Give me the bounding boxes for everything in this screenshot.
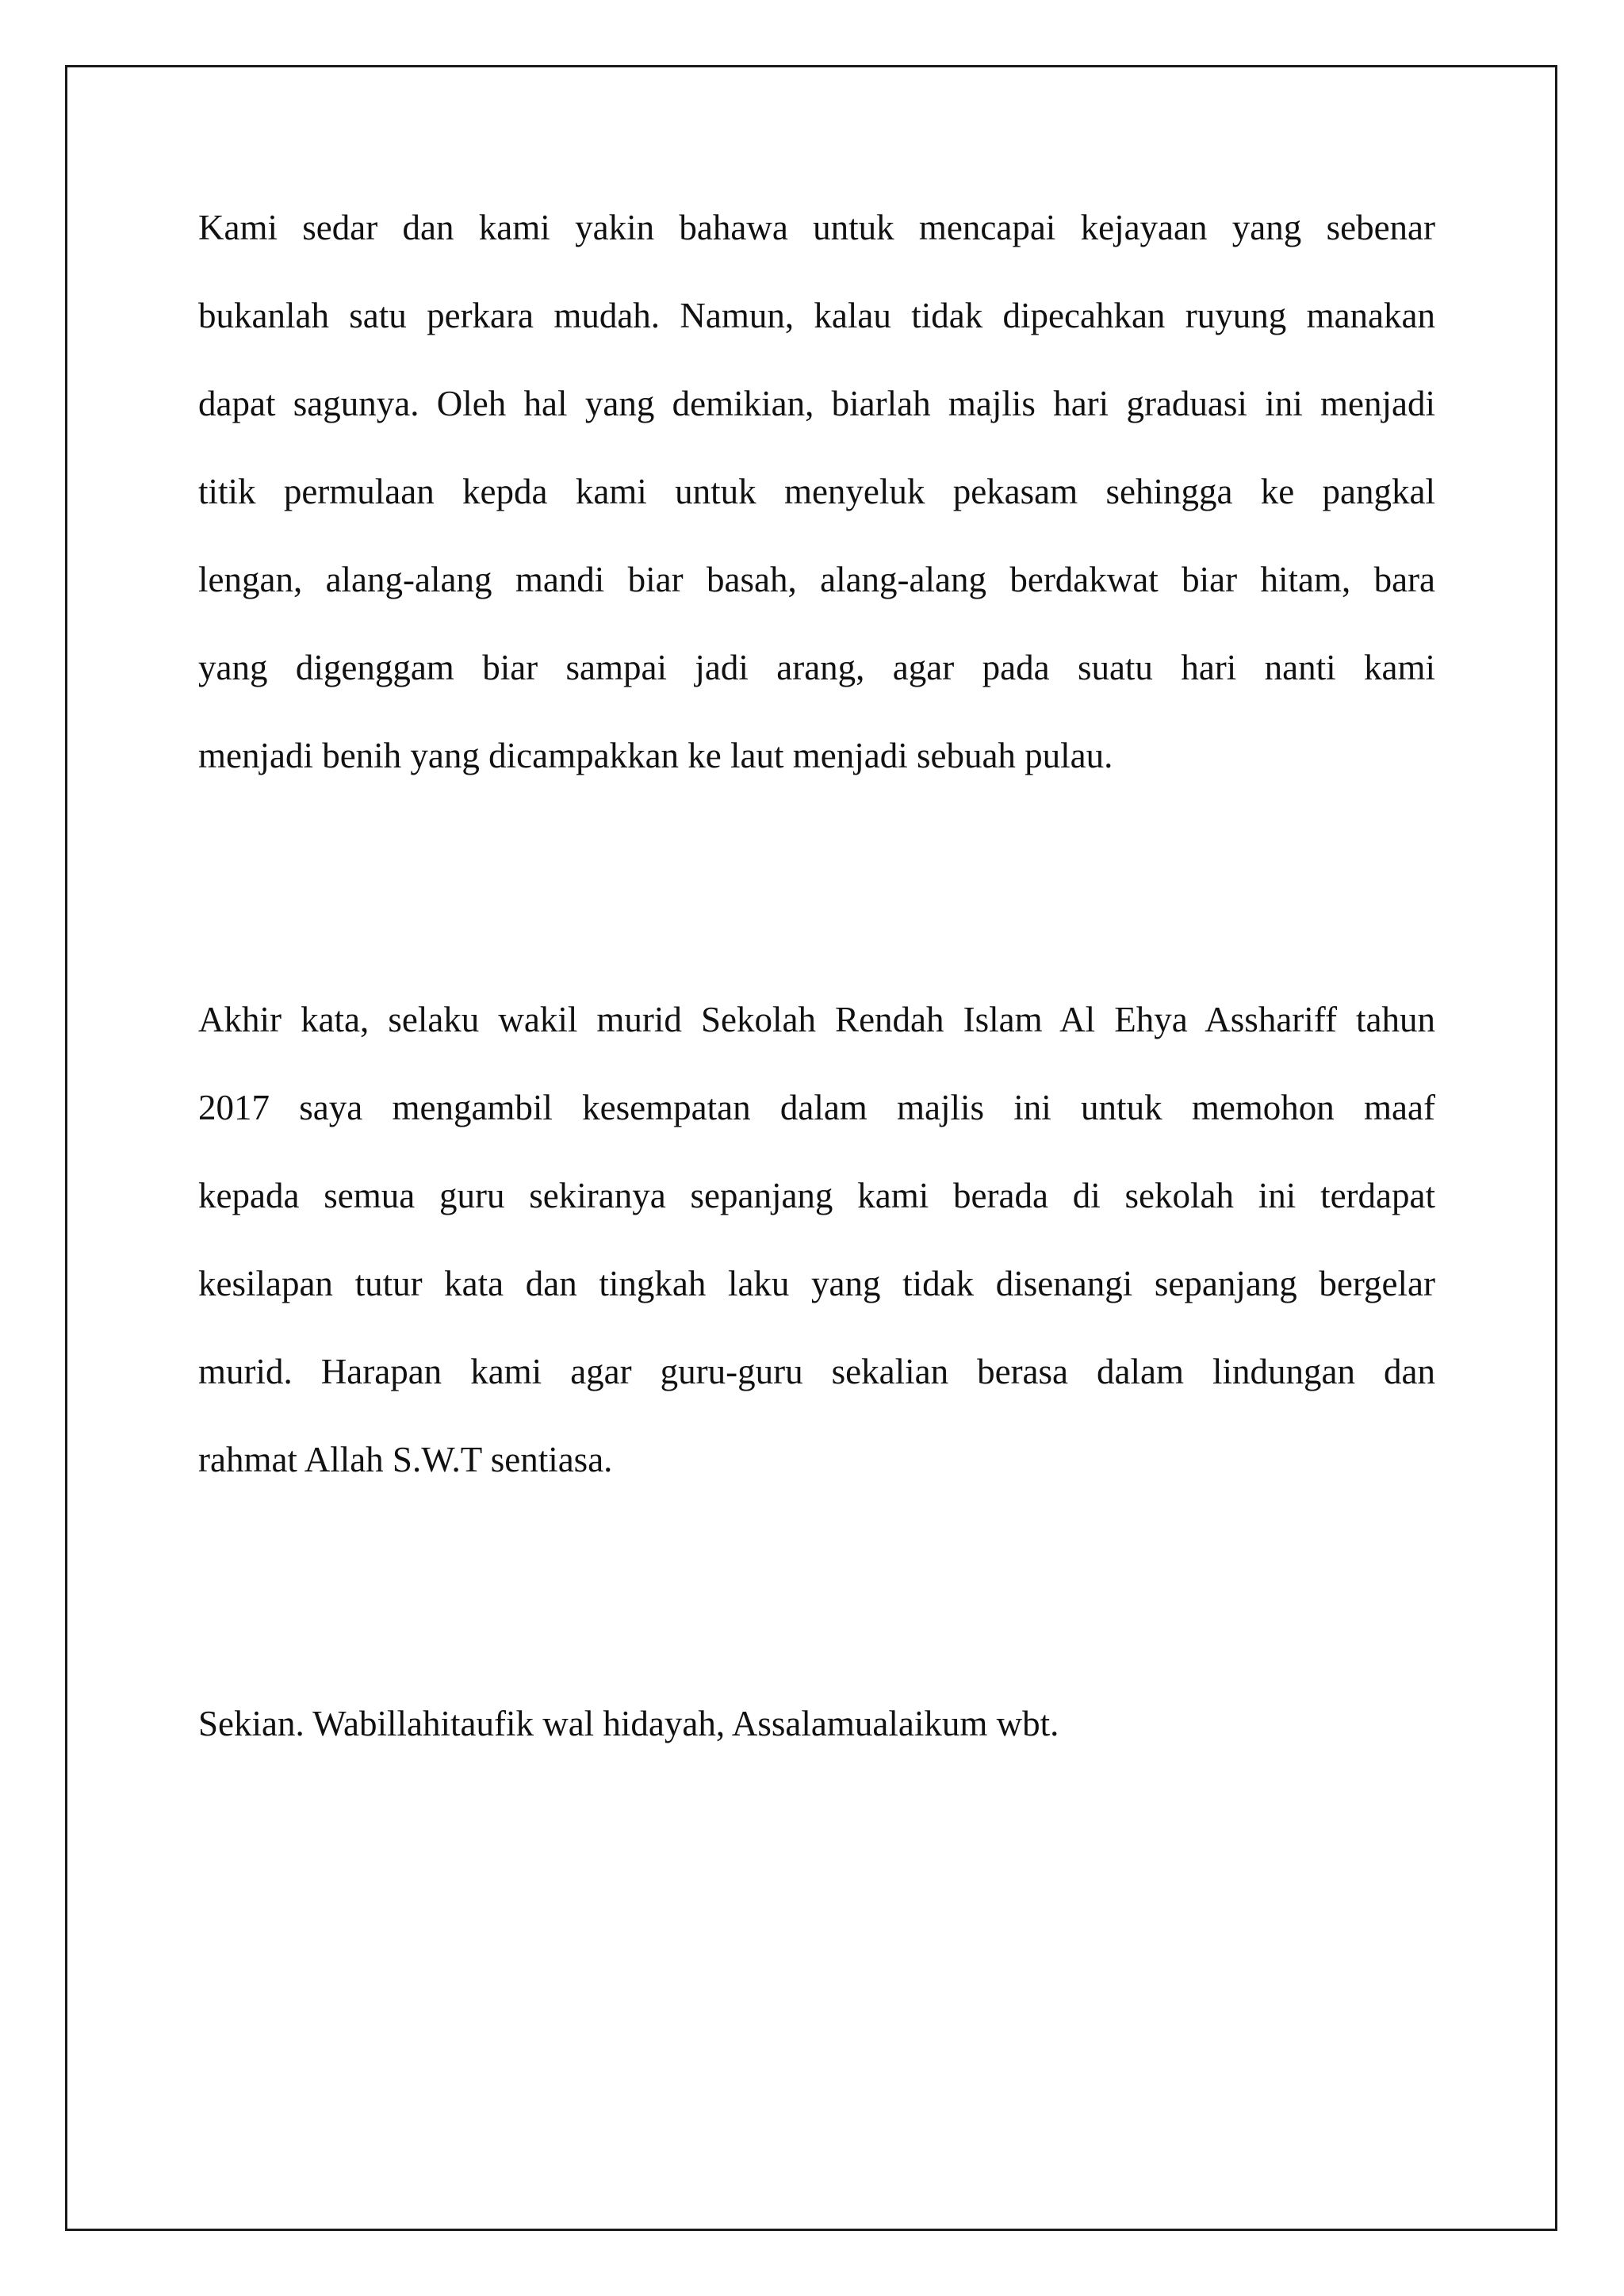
text-line: menjadi benih yang dicampakkan ke laut menjadi sebuah pulau. [198,736,1113,775]
text-line: Kami sedar dan kami yakin bahawa untuk mencapai kejayaan yang sebenar [198,208,1435,247]
text-line: murid. Harapan kami agar guru-guru sekalian berasa dalam lindungan dan [198,1352,1435,1391]
text-line: yang digenggam biar sampai jadi arang, agar pada suatu hari nanti kami [198,648,1435,687]
paragraph-sign-off [198,1680,1435,1768]
text-line: lengan, alang-alang mandi biar basah, alang-alang berdakwat biar hitam, bara [198,560,1435,599]
text-line: dapat sagunya. Oleh hal yang demikian, biarlah majlis hari graduasi ini menjadi [198,384,1435,423]
text-line: bukanlah satu perkara mudah. Namun, kalau tidak dipecahkan ruyung manakan [198,296,1435,335]
text-line: titik permulaan kepda kami untuk menyeluk pekasam sehingga ke pangkal [198,472,1435,511]
text-line: kepada semua guru sekiranya sepanjang kami berada di sekolah ini terdapat [198,1176,1435,1215]
text-line: Akhir kata, selaku wakil murid Sekolah Rendah Islam Al Ehya Asshariff tahun [198,1000,1435,1039]
paragraph-apology [198,976,1435,1504]
text-line: Sekian. Wabillahitaufik wal hidayah, Assalamualaikum wbt. [198,1704,1059,1743]
text-line: kesilapan tutur kata dan tingkah laku yang tidak disenangi sepanjang bergelar [198,1264,1435,1303]
text-line: 2017 saya mengambil kesempatan dalam majlis ini untuk memohon maaf [198,1088,1435,1127]
paragraph-closing-aspirations [198,184,1435,800]
document-body [198,184,1435,1768]
text-line: rahmat Allah S.W.T sentiasa. [198,1440,613,1479]
